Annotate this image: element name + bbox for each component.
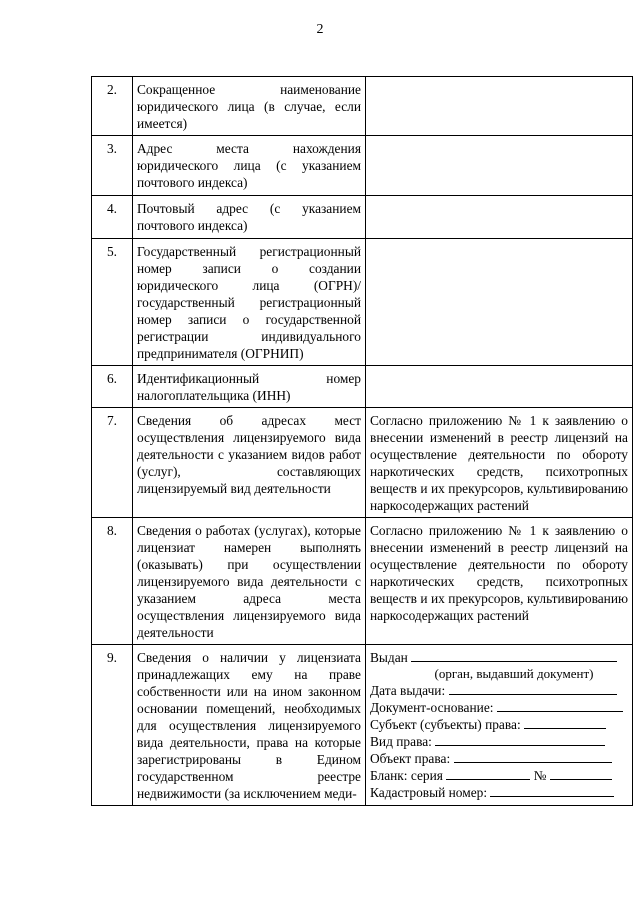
row-number: 3. — [92, 136, 133, 196]
row-value: Согласно приложению № 1 к заявлению о внесении изменений в реестр лицензий на осуществление деятельности по обороту наркотических средств, психотропных веществ и их прекурсоров, культивированию наркосодержащих растений — [366, 408, 633, 518]
table-row — [92, 239, 633, 366]
right-object-line — [370, 750, 628, 767]
form-series-field[interactable] — [446, 767, 530, 780]
row-value[interactable] — [366, 196, 633, 239]
row-number: 4. — [92, 196, 133, 239]
row-number: 7. — [92, 408, 133, 518]
table-row — [92, 518, 633, 645]
issued-caption: (орган, выдавший документ) — [434, 666, 594, 681]
issued-label: Выдан — [370, 650, 408, 665]
issue-date-line — [370, 682, 628, 699]
table-row — [92, 645, 633, 806]
row-value[interactable] — [366, 136, 633, 196]
form-number-field[interactable] — [550, 767, 612, 780]
row-label: Сведения о работах (услугах), которые лицензиат намерен выполнять (оказывать) при осуществлении лицензируемого вида деятельности с указанием адреса места осуществления лицензируемого вида деятельности — [133, 518, 366, 645]
row-number: 2. — [92, 77, 133, 136]
right-object-field[interactable] — [454, 750, 612, 763]
row-value: Согласно приложению № 1 к заявлению о внесении изменений в реестр лицензий на осуществление деятельности по обороту наркотических средств, психотропных веществ и их прекурсоров, культивированию наркосодержащих растений — [366, 518, 633, 645]
basis-doc-field[interactable] — [497, 699, 623, 712]
row-value[interactable] — [366, 77, 633, 136]
table-row — [92, 366, 633, 408]
cadastral-field[interactable] — [490, 784, 614, 797]
row-label: Почтовый адрес (с указанием почтового индекса) — [133, 196, 366, 239]
property-details-cell — [366, 645, 633, 806]
form-series-line — [370, 767, 628, 784]
subjects-field[interactable] — [524, 716, 606, 729]
cadastral-label: Кадастровый номер: — [370, 785, 488, 800]
row-number: 8. — [92, 518, 133, 645]
right-type-label: Вид права: — [370, 734, 432, 749]
basis-doc-line — [370, 699, 628, 716]
basis-doc-label: Документ-основание: — [370, 700, 494, 715]
row-label: Адрес места нахождения юридического лица (с указанием почтового индекса) — [133, 136, 366, 196]
issue-date-field[interactable] — [449, 682, 617, 695]
row-label: Сведения о наличии у лицензиата принадлежащих ему на праве собственности или на ином законном основании помещений, необходимых для осуществления лицензируемого вида деятельности, права на которые зарегистрированы в Едином государственном реестре недвижимости (за исключением меди- — [133, 645, 366, 806]
row-label: Сокращенное наименование юридического лица (в случае, если имеется) — [133, 77, 366, 136]
right-type-line — [370, 733, 628, 750]
row-value[interactable] — [366, 366, 633, 408]
issued-field[interactable] — [411, 649, 617, 662]
subjects-line — [370, 716, 628, 733]
issue-date-label: Дата выдачи: — [370, 683, 446, 698]
table-row — [92, 136, 633, 196]
right-object-label: Объект права: — [370, 751, 451, 766]
row-number: 6. — [92, 366, 133, 408]
row-value[interactable] — [366, 239, 633, 366]
cadastral-line — [370, 784, 628, 801]
form-series-label: Бланк: серия — [370, 768, 443, 783]
right-type-field[interactable] — [435, 733, 605, 746]
table-row — [92, 196, 633, 239]
page-number: 2 — [316, 22, 324, 37]
row-label: Сведения об адресах мест осуществления лицензируемого вида деятельности с указанием видов работ (услуг), составляющих лицензируемый вид деятельности — [133, 408, 366, 518]
row-label: Государственный регистрационный номер записи о создании юридического лица (ОГРН)/государственный регистрационный номер записи о государственной регистрации индивидуального предпринимателя (ОГРНИП) — [133, 239, 366, 366]
application-form-table — [91, 76, 633, 806]
row-number: 5. — [92, 239, 133, 366]
subjects-label: Субъект (субъекты) права: — [370, 717, 521, 732]
row-number: 9. — [92, 645, 133, 806]
form-number-label: № — [533, 768, 547, 783]
issued-line — [370, 649, 628, 666]
row-label: Идентификационный номер налогоплательщика (ИНН) — [133, 366, 366, 408]
table-row — [92, 408, 633, 518]
table-row — [92, 77, 633, 136]
